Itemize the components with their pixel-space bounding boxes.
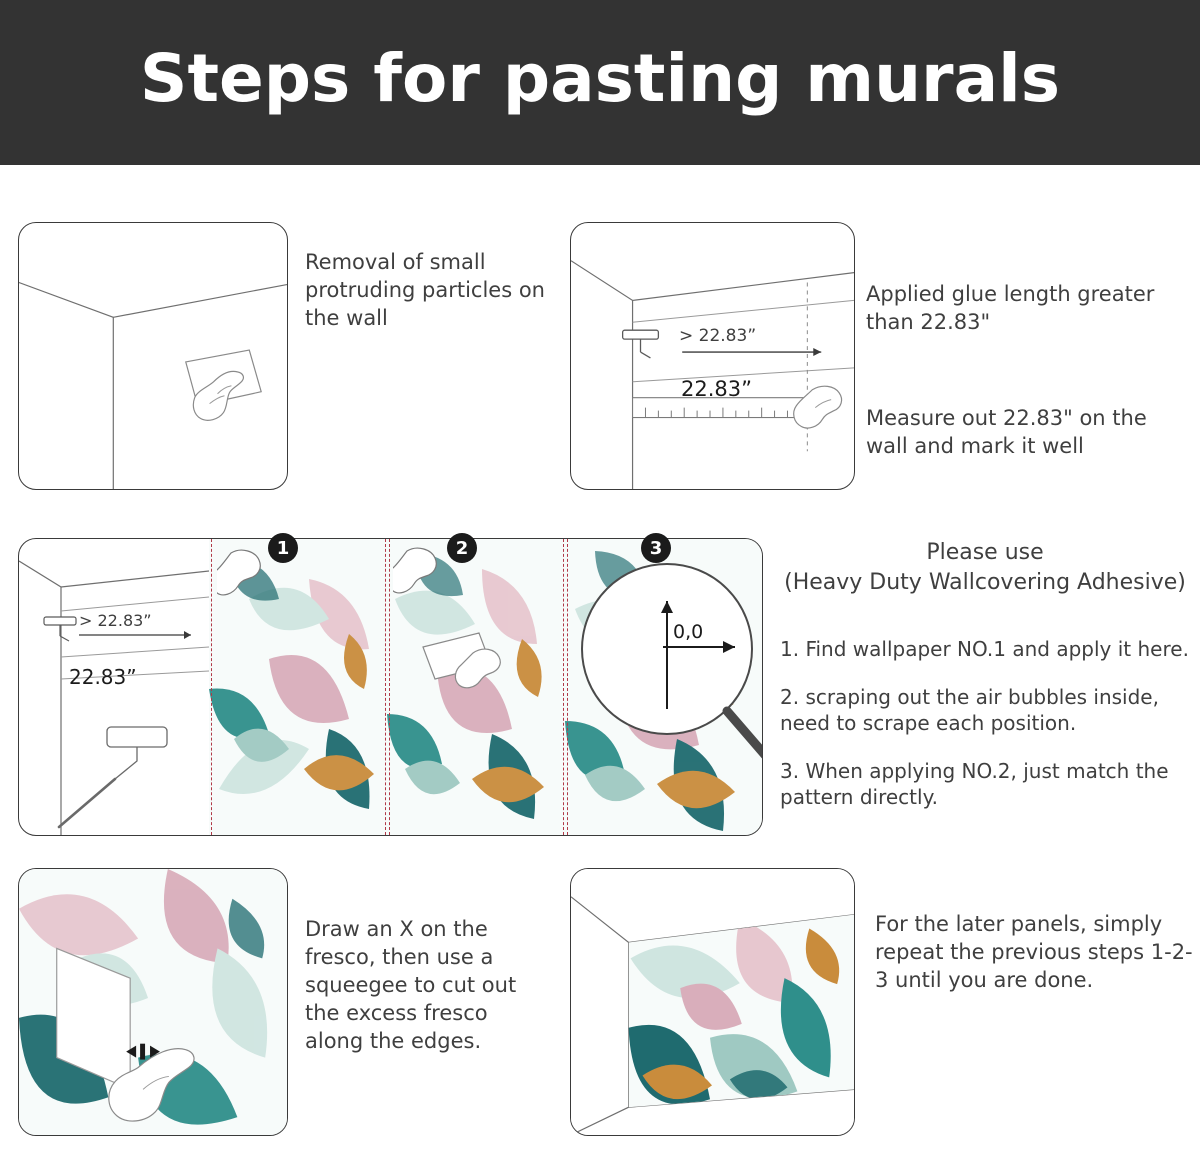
- squeegee-icon: [421, 619, 525, 695]
- panel-glue: [570, 222, 855, 490]
- mural-seam-left-2: [389, 539, 390, 835]
- instructions-step-2: 2. scraping out the air bubbles inside, need to scrape each position.: [780, 685, 1159, 735]
- mural-strip-1: [209, 539, 387, 835]
- hand-icon-1: [217, 547, 267, 601]
- label-apply-glue-length: > 22.83”: [79, 611, 152, 630]
- mural-seam-right-1: [385, 539, 386, 835]
- caption-wall-prep: Removal of small protruding particles on the wall: [305, 250, 545, 330]
- panel-cut: [18, 868, 288, 1136]
- instructions-title-line1: Please use: [926, 540, 1044, 565]
- glue-measure-illustration: [571, 223, 854, 489]
- mural-seam-left-3: [567, 539, 568, 835]
- page-title: Steps for pasting murals: [139, 39, 1061, 117]
- caption-measure: Measure out 22.83" on the wall and mark it well: [866, 406, 1147, 458]
- step-badge-3: 3: [641, 533, 671, 563]
- instructions-title-line2: (Heavy Duty Wallcovering Adhesive): [784, 570, 1186, 595]
- label-origin-coordinate: 0,0: [673, 621, 704, 643]
- instructions-step-1: 1. Find wallpaper NO.1 and apply it here.: [780, 637, 1189, 661]
- caption-repeat: For the later panels, simply repeat the previous steps 1-2-3 until you are done.: [875, 912, 1193, 992]
- finished-room-illustration: [571, 869, 854, 1135]
- label-glue-length: > 22.83”: [679, 326, 757, 346]
- instructions-step-3: 3. When applying NO.2, just match the pattern directly.: [780, 759, 1169, 809]
- mural-seam-right-2: [563, 539, 564, 835]
- wall-corner-illustration: [19, 223, 287, 489]
- instructions-block: [780, 538, 1190, 810]
- magnifier-icon: [567, 559, 763, 779]
- step-badge-1: 1: [268, 533, 298, 563]
- mural-strip-2: [387, 539, 565, 835]
- step-badge-2: 2: [447, 533, 477, 563]
- mural-seam-left-1: [211, 539, 212, 835]
- label-apply-measure: 22.83”: [69, 665, 137, 689]
- label-measure-length: 22.83”: [681, 377, 752, 401]
- caption-cut: Draw an X on the fresco, then use a squeegee to cut out the excess fresco along the edges.: [305, 917, 517, 1053]
- hand-icon-2: [393, 545, 443, 599]
- panel-wall-prep: [18, 222, 288, 490]
- panel-repeat: [570, 868, 855, 1136]
- panel-apply: [18, 538, 763, 836]
- page-header: [0, 0, 1200, 165]
- cut-excess-illustration: [19, 869, 287, 1135]
- caption-glue: Applied glue length greater than 22.83": [866, 282, 1155, 334]
